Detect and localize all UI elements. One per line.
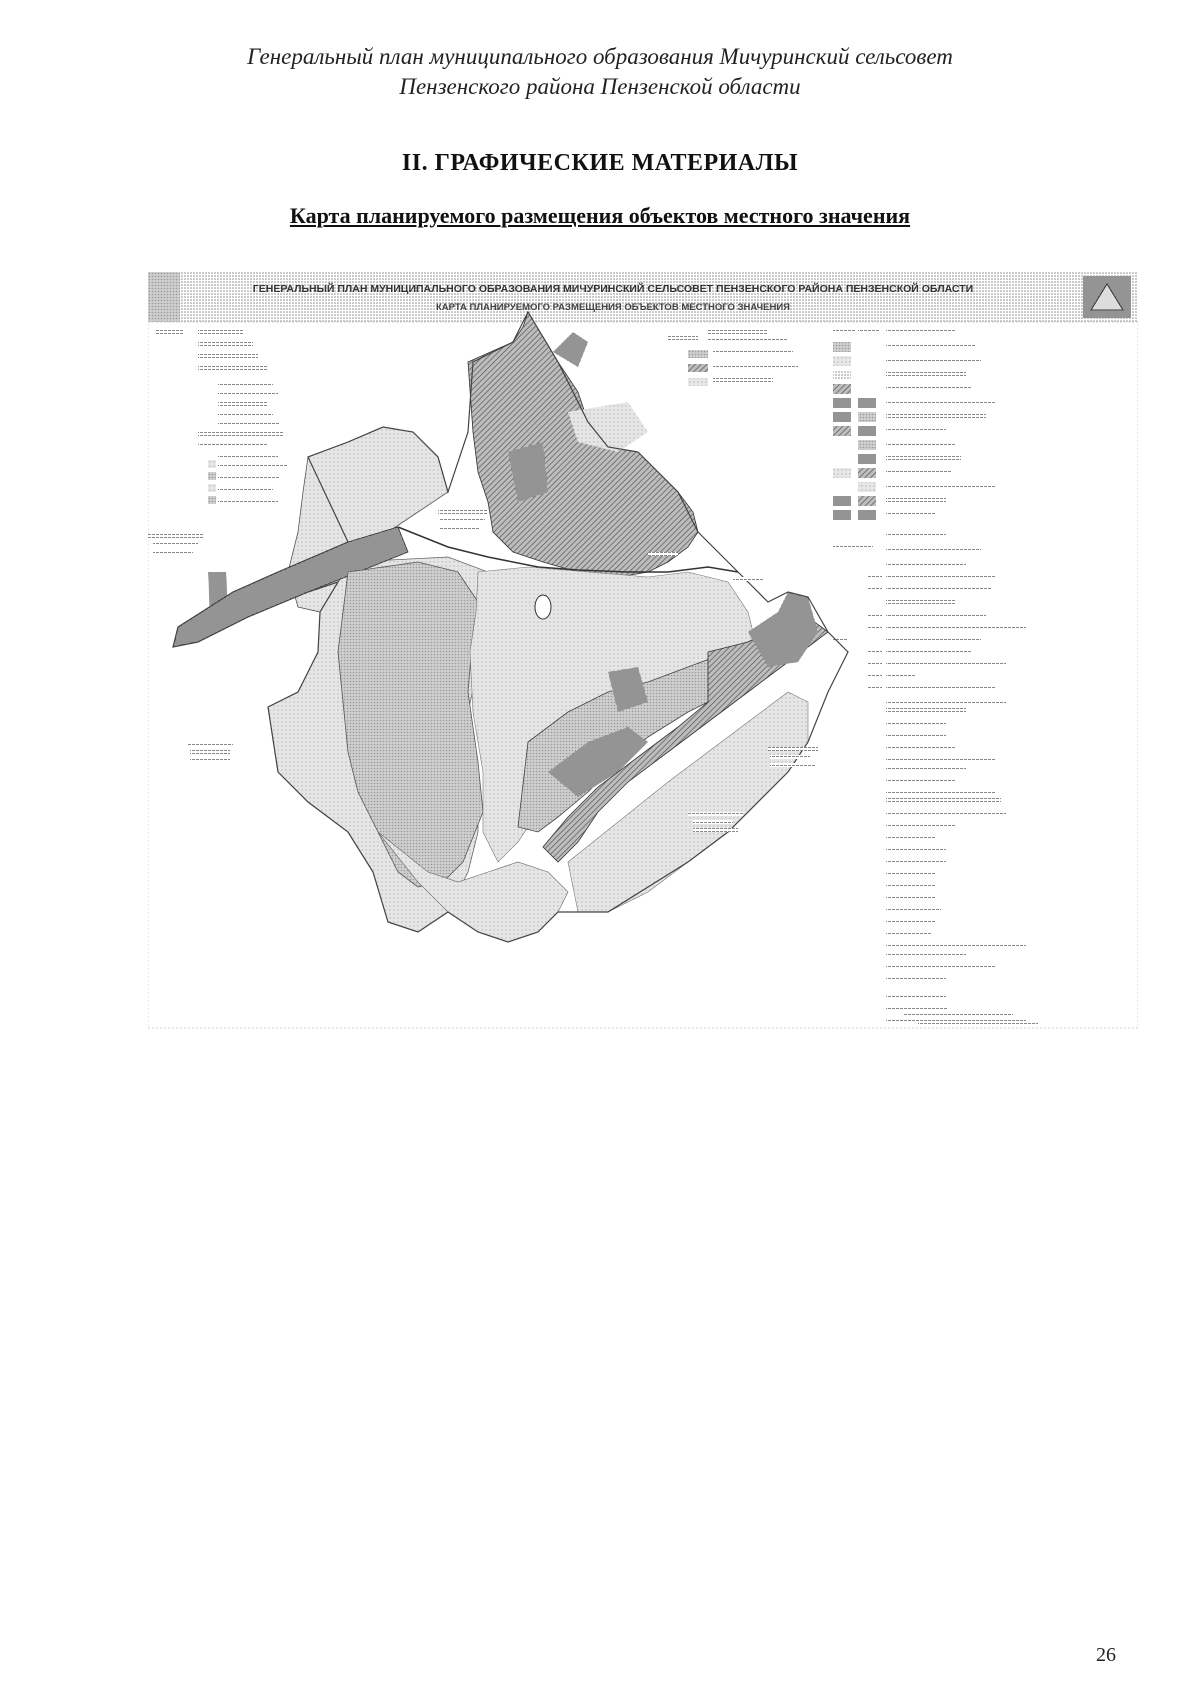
territory-map <box>148 312 848 942</box>
legend-right-lines <box>833 532 1026 1022</box>
legend-left <box>156 330 288 504</box>
map-subtitle: Карта планируемого размещения объектов местного значения <box>289 203 911 228</box>
planning-map <box>148 272 1138 1032</box>
map-header-title: ГЕНЕРАЛЬНЫЙ ПЛАН МУНИЦИПАЛЬНОГО ОБРАЗОВАНИЯ МИЧУРИНСКИЙ СЕЛЬСОВЕТ ПЕНЗЕНСКОГО РАЙОНА ПЕНЗЕНСКОЙ ОБЛАСТИ <box>252 283 974 295</box>
running-header-line2: Пензенского района Пензенской области <box>399 74 801 99</box>
section-title: II. ГРАФИЧЕСКИЕ МАТЕРИАЛЫ <box>401 150 799 176</box>
map-header-subtitle: КАРТА ПЛАНИРУЕМОГО РАЗМЕЩЕНИЯ ОБЪЕКТОВ МЕСТНОГО ЗНАЧЕНИЯ <box>435 302 791 313</box>
legend-right-swatches <box>833 342 996 520</box>
running-header-line1: Генеральный план муниципального образования Мичуринский сельсовет <box>247 44 953 69</box>
planning-map-figure <box>148 272 1138 1032</box>
map-header-left-block <box>148 272 180 322</box>
running-header <box>0 42 1200 102</box>
map-header-band <box>148 272 1138 322</box>
page-number: 26 <box>1096 1644 1116 1666</box>
legend-right <box>668 328 956 386</box>
